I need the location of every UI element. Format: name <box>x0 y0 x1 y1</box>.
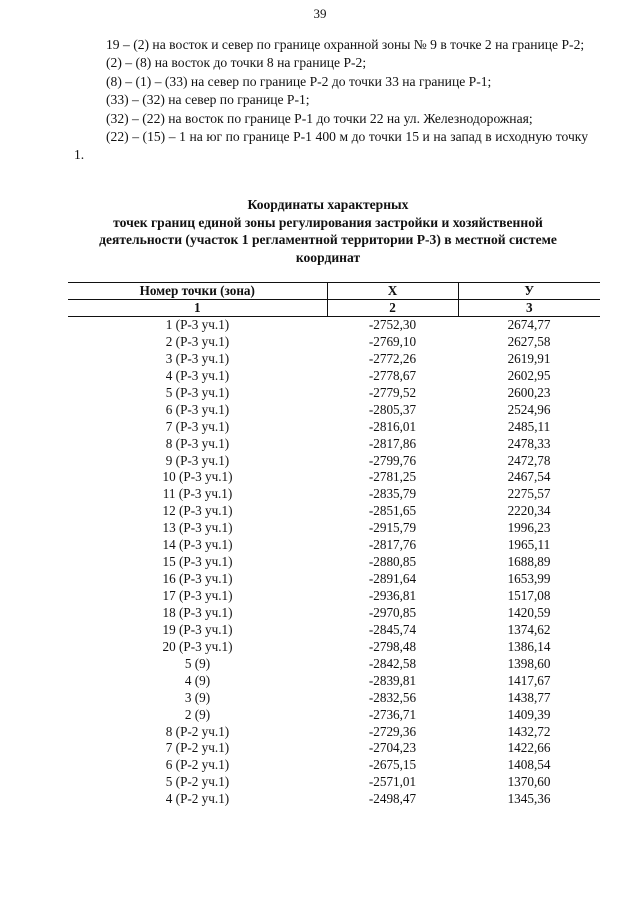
x-cell: -2880,85 <box>368 554 417 570</box>
y-cell: 2485,11 <box>507 418 551 434</box>
y-cell: 1398,60 <box>507 655 551 671</box>
point-cell: 9 (Р-3 уч.1) <box>165 452 230 468</box>
table-body <box>68 317 600 809</box>
table-row <box>68 588 600 605</box>
x-cell: -2799,76 <box>368 452 417 468</box>
page-number: 39 <box>313 6 327 21</box>
heading-line: деятельности (участок 1 регламентной территории Р-3) в местной системе <box>99 232 557 247</box>
paragraph: (33) – (32) на север по границе Р-1; <box>106 92 310 108</box>
table-row <box>68 334 600 351</box>
x-cell: -2851,65 <box>368 503 417 519</box>
y-cell: 2600,23 <box>507 384 551 400</box>
table-row <box>68 486 600 503</box>
y-cell: 2467,54 <box>507 469 551 485</box>
point-cell: 1 (Р-3 уч.1) <box>165 317 230 332</box>
column-header-point: Номер точки (зона) <box>68 283 327 300</box>
point-cell: 4 (9) <box>184 672 211 688</box>
point-cell: 4 (Р-3 уч.1) <box>165 367 230 383</box>
y-cell: 2478,33 <box>507 435 551 451</box>
paragraph: (32) – (22) на восток по границе Р-1 до точки 22 на ул. Железнодорожная; <box>106 110 533 126</box>
table-row <box>68 402 600 419</box>
point-cell: 14 (Р-3 уч.1) <box>162 537 233 553</box>
paragraph: (2) – (8) на восток до точки 8 на границе Р-2; <box>106 55 367 71</box>
x-cell: -2571,01 <box>368 774 417 790</box>
y-cell: 2602,95 <box>507 367 551 383</box>
heading-line: координат <box>295 249 361 265</box>
y-cell: 1688,89 <box>507 554 551 570</box>
heading-line: точек границ единой зоны регулирования застройки и хозяйственной <box>113 214 543 230</box>
x-cell: -2675,15 <box>368 757 417 773</box>
point-cell: 3 (9) <box>184 689 211 705</box>
point-cell: 4 (Р-2 уч.1) <box>165 791 230 807</box>
y-cell: 2524,96 <box>507 401 551 417</box>
table-row <box>68 317 600 334</box>
column-number: 1 <box>68 300 327 317</box>
table-row <box>68 774 600 791</box>
x-cell: -2781,25 <box>368 469 417 485</box>
point-cell: 7 (Р-3 уч.1) <box>165 418 230 434</box>
table-row <box>68 453 600 470</box>
point-cell: 12 (Р-3 уч.1) <box>162 503 233 519</box>
point-cell: 15 (Р-3 уч.1) <box>162 554 233 570</box>
y-cell: 1408,54 <box>507 757 551 773</box>
table-row <box>68 368 600 385</box>
table-row <box>68 537 600 554</box>
table-row <box>68 520 600 537</box>
y-cell: 1417,67 <box>507 672 551 688</box>
point-cell: 8 (Р-3 уч.1) <box>165 435 230 451</box>
x-cell: -2729,36 <box>368 723 417 739</box>
x-cell: -2835,79 <box>368 486 417 502</box>
table-row <box>68 419 600 436</box>
point-cell: 13 (Р-3 уч.1) <box>162 520 233 536</box>
y-cell: 1965,11 <box>507 537 551 553</box>
point-cell: 5 (Р-3 уч.1) <box>165 384 230 400</box>
table-row <box>68 351 600 368</box>
x-cell: -2805,37 <box>368 401 417 417</box>
point-cell: 10 (Р-3 уч.1) <box>162 469 233 485</box>
y-cell: 1432,72 <box>507 723 551 739</box>
x-cell: -2752,30 <box>368 317 417 332</box>
x-cell: -2798,48 <box>368 638 417 654</box>
y-cell: 1517,08 <box>507 588 551 603</box>
point-cell: 5 (Р-2 уч.1) <box>165 774 230 790</box>
point-cell: 17 (Р-3 уч.1) <box>162 588 233 603</box>
table-row <box>68 605 600 622</box>
column-header-x: X <box>327 283 458 300</box>
table-row <box>68 503 600 520</box>
y-cell: 1386,14 <box>507 638 551 654</box>
table-row <box>68 690 600 707</box>
paragraph: (22) – (15) – 1 на юг по границе Р-1 400 м до точки 15 и на запад в исходную точку 1. <box>74 129 588 163</box>
point-cell: 8 (Р-2 уч.1) <box>165 723 230 739</box>
point-cell: 16 (Р-3 уч.1) <box>162 571 233 587</box>
table-row <box>68 436 600 453</box>
point-cell: 7 (Р-2 уч.1) <box>165 740 230 756</box>
table-row <box>68 622 600 639</box>
paragraph: (8) – (1) – (33) на север по границе Р-2 до точки 33 на границе Р-1; <box>106 73 492 89</box>
point-cell: 6 (Р-2 уч.1) <box>165 757 230 773</box>
header-row <box>68 283 600 300</box>
y-cell: 2472,78 <box>507 452 551 468</box>
x-cell: -2769,10 <box>368 333 417 349</box>
point-cell: 6 (Р-3 уч.1) <box>165 401 230 417</box>
x-cell: -2839,81 <box>368 672 417 688</box>
point-cell: 18 (Р-3 уч.1) <box>162 604 233 620</box>
x-cell: -2970,85 <box>368 604 417 620</box>
table-row <box>68 757 600 774</box>
x-cell: -2498,47 <box>368 791 417 807</box>
y-cell: 1653,99 <box>507 571 551 587</box>
y-cell: 1370,60 <box>507 774 551 790</box>
table-row <box>68 385 600 402</box>
point-cell: 3 (Р-3 уч.1) <box>165 350 230 366</box>
table-row <box>68 656 600 673</box>
point-cell: 2 (Р-3 уч.1) <box>165 333 230 349</box>
table-row <box>68 791 600 808</box>
column-number: 3 <box>458 300 600 317</box>
y-cell: 1345,36 <box>507 791 551 807</box>
y-cell: 2674,77 <box>507 317 551 332</box>
y-cell: 1374,62 <box>507 621 551 637</box>
table-row <box>68 740 600 757</box>
x-cell: -2704,23 <box>368 740 417 756</box>
column-number-row <box>68 300 600 317</box>
x-cell: -2832,56 <box>368 689 417 705</box>
y-cell: 2275,57 <box>507 486 551 502</box>
point-cell: 2 (9) <box>184 706 211 722</box>
table-row <box>68 571 600 588</box>
column-header-y: У <box>458 283 600 300</box>
x-cell: -2816,01 <box>368 418 417 434</box>
y-cell: 1438,77 <box>507 689 551 705</box>
table-row <box>68 469 600 486</box>
table-row <box>68 554 600 571</box>
y-cell: 1420,59 <box>507 604 551 620</box>
x-cell: -2891,64 <box>368 571 417 587</box>
y-cell: 2627,58 <box>507 333 551 349</box>
x-cell: -2842,58 <box>368 655 417 671</box>
paragraph: 19 – (2) на восток и север по границе охранной зоны № 9 в точке 2 на границе Р-2; <box>106 37 585 52</box>
point-cell: 19 (Р-3 уч.1) <box>162 621 233 637</box>
heading-line: Координаты характерных <box>247 197 409 212</box>
table-heading <box>58 196 598 266</box>
column-number: 2 <box>327 300 458 317</box>
table-row <box>68 673 600 690</box>
table-row <box>68 639 600 656</box>
x-cell: -2936,81 <box>368 588 417 603</box>
y-cell: 1422,66 <box>507 740 551 756</box>
x-cell: -2817,86 <box>368 435 417 451</box>
point-cell: 20 (Р-3 уч.1) <box>162 638 233 654</box>
x-cell: -2736,71 <box>368 706 417 722</box>
y-cell: 1409,39 <box>507 706 551 722</box>
y-cell: 2220,34 <box>507 503 551 519</box>
point-cell: 5 (9) <box>184 655 211 671</box>
boundary-description <box>74 36 588 165</box>
x-cell: -2778,67 <box>368 367 417 383</box>
x-cell: -2845,74 <box>368 621 417 637</box>
y-cell: 1996,23 <box>507 520 551 536</box>
coordinates-table <box>68 282 600 808</box>
table-row <box>68 724 600 741</box>
x-cell: -2772,26 <box>368 350 417 366</box>
x-cell: -2817,76 <box>368 537 417 553</box>
x-cell: -2915,79 <box>368 520 417 536</box>
point-cell: 11 (Р-3 уч.1) <box>162 486 233 502</box>
table-row <box>68 707 600 724</box>
y-cell: 2619,91 <box>507 350 551 366</box>
x-cell: -2779,52 <box>368 384 417 400</box>
